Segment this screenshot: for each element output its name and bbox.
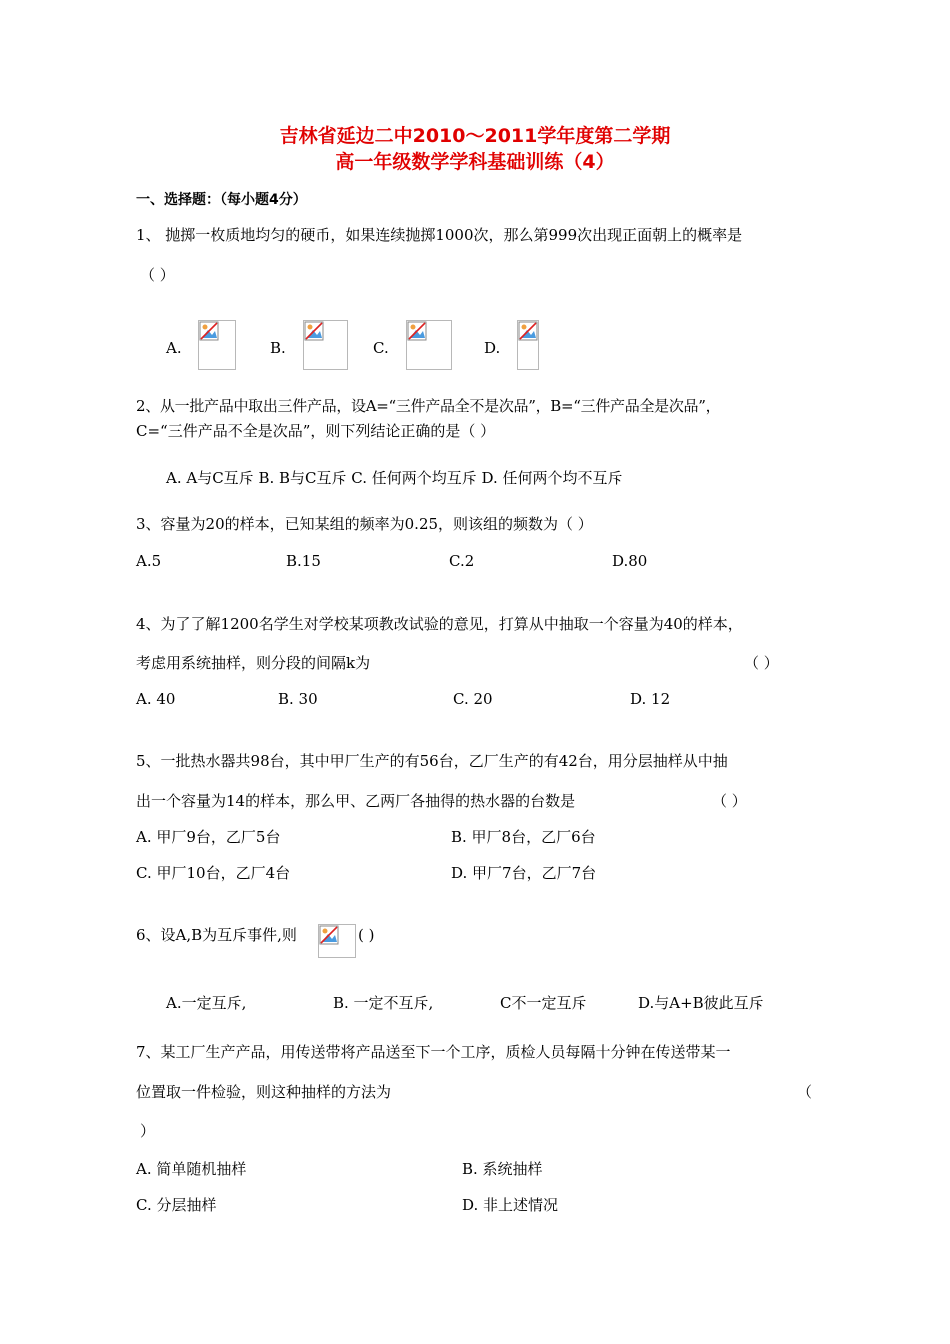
question-7-paren-close: ）	[140, 1122, 156, 1140]
q7-option-d: D. 非上述情况	[462, 1196, 559, 1214]
broken-image-icon	[303, 320, 348, 370]
question-7-line1: 7、某工厂生产产品，用传送带将产品送至下一个工序，质检人员每隔十分钟在传送带某一	[136, 1043, 731, 1061]
q4-option-b: B. 30	[278, 690, 318, 708]
q6-option-b: B. 一定不互斥,	[333, 994, 434, 1012]
page-subtitle: 高一年级数学学科基础训练（4）	[335, 151, 615, 173]
question-4-paren: （ ）	[744, 654, 779, 672]
q4-option-a: A. 40	[136, 690, 176, 708]
q5-option-a: A. 甲厂9台，乙厂5台	[136, 828, 281, 846]
q5-option-b: B. 甲厂8台，乙厂6台	[451, 828, 596, 846]
question-2-line1: 2、从一批产品中取出三件产品，设A=“三件产品全不是次品”，B=“三件产品全是次品”，	[136, 397, 721, 415]
q5-option-d: D. 甲厂7台，乙厂7台	[451, 864, 597, 882]
q6-option-a: A.一定互斥,	[166, 994, 247, 1012]
section-header: 一、选择题：（每小题4分）	[136, 192, 307, 208]
q3-option-c: C.2	[449, 552, 475, 570]
q1-option-c: C.	[373, 339, 389, 357]
question-5-line2: 出一个容量为14的样本，那么甲、乙两厂各抽得的热水器的台数是	[136, 792, 576, 810]
q7-option-c: C. 分层抽样	[136, 1196, 217, 1214]
q3-option-b: B.15	[286, 552, 321, 570]
question-3-stem: 3、容量为20的样本，已知某组的频率为0.25，则该组的频数为（ ）	[136, 515, 593, 533]
question-2-line2: C=“三件产品不全是次品”，则下列结论正确的是（ ）	[136, 422, 496, 440]
question-7-line2: 位置取一件检验，则这种抽样的方法为	[136, 1083, 392, 1101]
q1-option-d: D.	[484, 339, 501, 357]
q6-option-d: D.与A+B彼此互斥	[638, 994, 764, 1012]
q3-option-d: D.80	[612, 552, 648, 570]
question-2-options: A. A与C互斥 B. B与C互斥 C. 任何两个均互斥 D. 任何两个均不互斥	[166, 469, 623, 487]
page-title: 吉林省延边二中2010～2011学年度第二学期	[279, 125, 671, 147]
q1-option-b: B.	[270, 339, 286, 357]
q6-option-c: C不一定互斥	[500, 994, 587, 1012]
broken-image-icon	[318, 924, 356, 958]
q4-option-d: D. 12	[630, 690, 671, 708]
q3-option-a: A.5	[136, 552, 162, 570]
q4-option-c: C. 20	[453, 690, 493, 708]
question-1-stem: 1、 抛掷一枚质地均匀的硬币，如果连续抛掷1000次，那么第999次出现正面朝上的概率是	[136, 226, 743, 244]
question-7-paren-open: （	[797, 1083, 813, 1101]
question-6-stem: 6、设A,B为互斥事件,则	[136, 926, 297, 944]
question-4-line2: 考虑用系统抽样，则分段的间隔k为	[136, 654, 371, 672]
broken-image-icon	[198, 320, 236, 370]
q7-option-a: A. 简单随机抽样	[136, 1160, 247, 1178]
question-1-paren: （ ）	[140, 266, 175, 284]
q1-option-a: A.	[166, 339, 182, 357]
question-5-paren: （ ）	[712, 792, 747, 810]
broken-image-icon	[517, 320, 539, 370]
q5-option-c: C. 甲厂10台，乙厂4台	[136, 864, 291, 882]
question-4-line1: 4、为了了解1200名学生对学校某项教改试验的意见，打算从中抽取一个容量为40的样本，	[136, 615, 743, 633]
broken-image-icon	[406, 320, 452, 370]
question-6-paren: ( )	[358, 926, 375, 944]
q7-option-b: B. 系统抽样	[462, 1160, 543, 1178]
question-5-line1: 5、一批热水器共98台，其中甲厂生产的有56台，乙厂生产的有42台，用分层抽样从中抽	[136, 752, 728, 770]
